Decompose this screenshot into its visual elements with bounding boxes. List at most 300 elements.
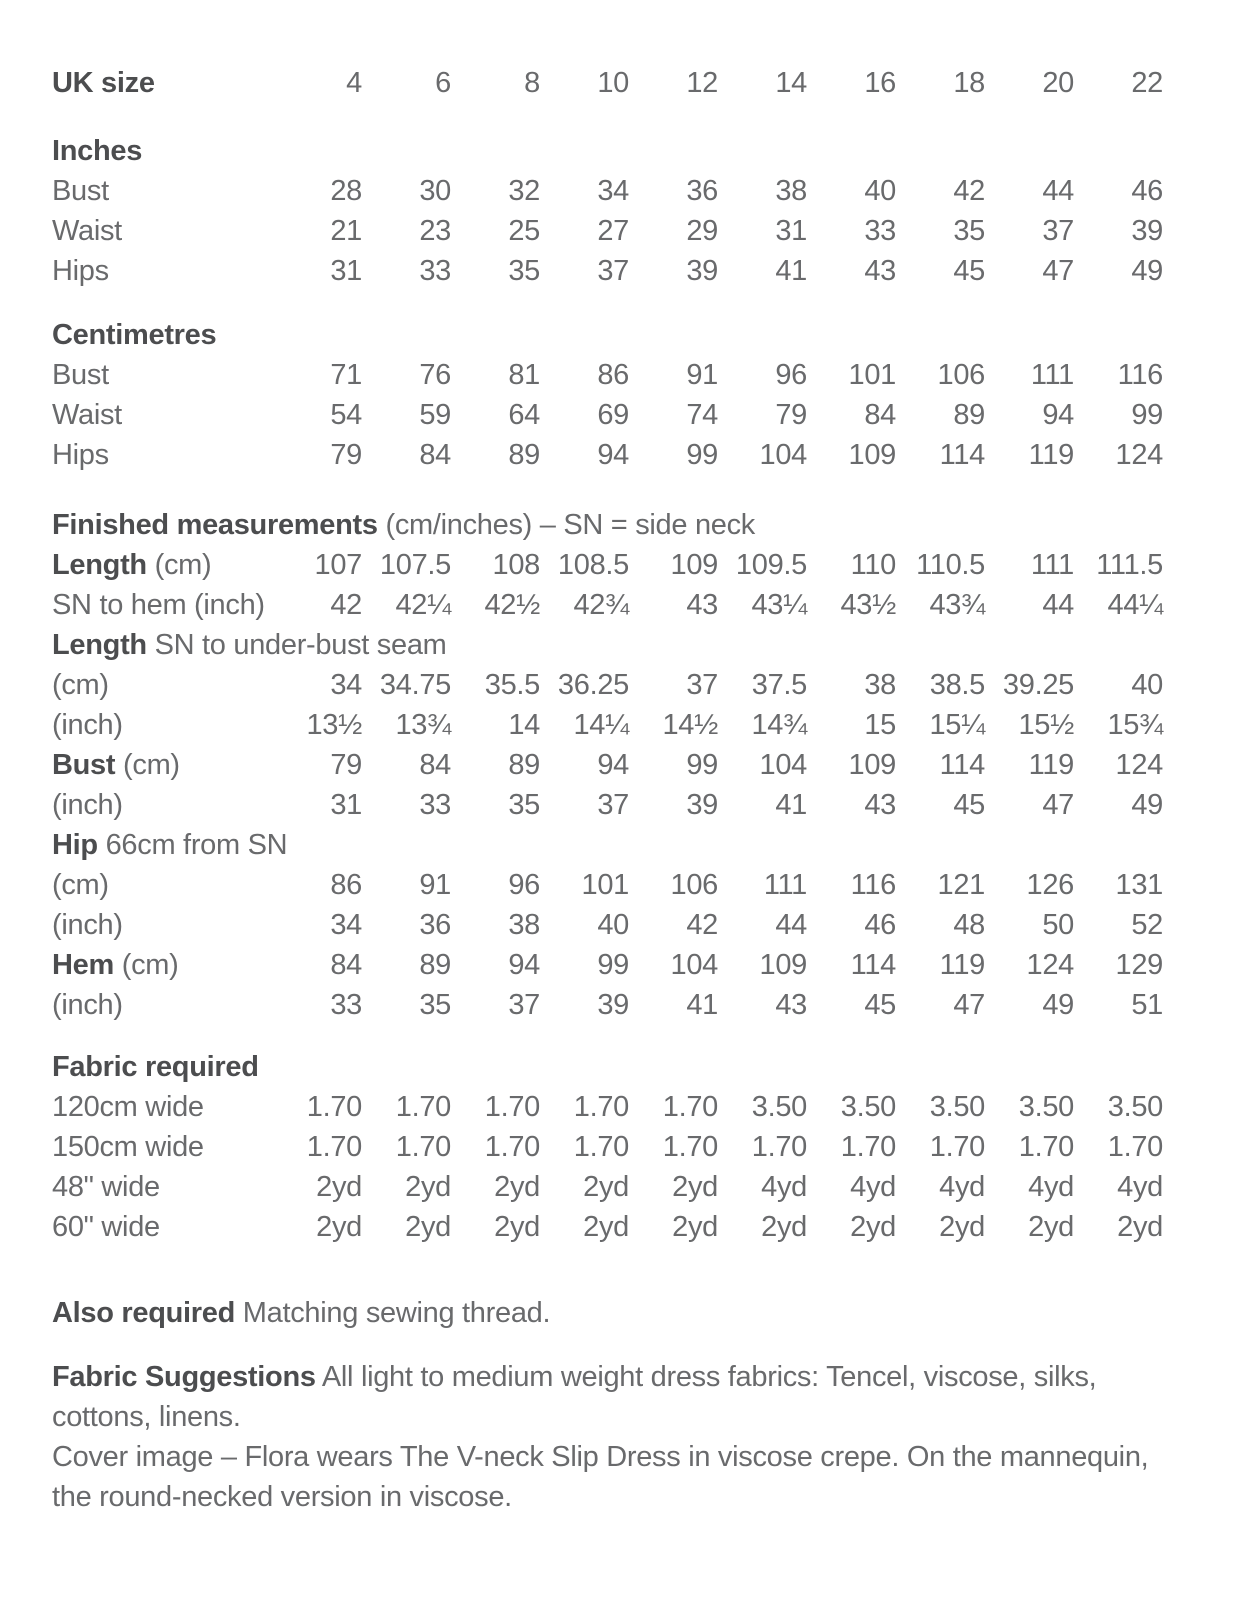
table-row (52, 625, 1164, 665)
cell-value: 3.50 (751, 1091, 807, 1123)
cell-value: 28 (330, 175, 362, 207)
cell-value: 124 (1026, 949, 1074, 981)
cell-value: 3.50 (840, 1091, 896, 1123)
row-label-text: Hips (52, 439, 109, 471)
cell-value: 32 (508, 175, 540, 207)
cell-value: 13½ (306, 709, 362, 741)
cell-value: 109.5 (735, 549, 807, 581)
row-label (52, 705, 273, 745)
cell-value: 42¾ (573, 589, 629, 621)
cell-value: 2yd (1117, 1211, 1163, 1243)
cell-value: 48 (953, 909, 985, 941)
cell-value: 36.25 (557, 669, 629, 701)
cell-value: 81 (508, 359, 540, 391)
note-text: All light to medium weight dress fabrics: Tencel, viscose, silks, cottons, linens. (52, 1361, 1097, 1433)
cell-value: 34.75 (379, 669, 451, 701)
cell-value: 34 (330, 669, 362, 701)
cell-value: 99 (686, 439, 718, 471)
row-label (52, 825, 288, 865)
cell-value: 2yd (583, 1171, 629, 1203)
cell-value: 4yd (1028, 1171, 1074, 1203)
cell-value: 14½ (662, 709, 718, 741)
row-label (52, 585, 273, 625)
cell-value: 109 (670, 549, 718, 581)
cell-value: 22 (1131, 67, 1163, 99)
cell-value: 129 (1115, 949, 1163, 981)
cell-value: 14¾ (751, 709, 807, 741)
row-label (52, 625, 447, 665)
cell-value: 15¾ (1107, 709, 1163, 741)
cell-value: 13¾ (395, 709, 451, 741)
cell-value: 126 (1026, 869, 1074, 901)
row-label (52, 505, 756, 545)
cell-value: 41 (686, 989, 718, 1021)
cell-value: 84 (419, 749, 451, 781)
cell-value: 16 (864, 67, 896, 99)
cell-value: 40 (597, 909, 629, 941)
cell-value: 114 (850, 949, 896, 981)
table-row (52, 705, 1164, 745)
cell-value: 31 (330, 255, 362, 287)
row-label-text: Waist (52, 215, 122, 247)
cell-value: 29 (686, 215, 718, 247)
row-label-strong: Inches (52, 135, 143, 167)
cell-value: 10 (597, 67, 629, 99)
cell-value: 44 (775, 909, 807, 941)
cell-value: 3.50 (1107, 1091, 1163, 1123)
table-row (52, 1207, 1164, 1247)
cell-value: 44 (1042, 175, 1074, 207)
cell-value: 49 (1131, 789, 1163, 821)
cell-value: 34 (597, 175, 629, 207)
cell-value: 111 (1030, 549, 1074, 581)
cell-value: 6 (435, 67, 451, 99)
row-label-text: (cm) (115, 749, 180, 781)
cell-value: 108 (492, 549, 540, 581)
cell-value: 101 (581, 869, 629, 901)
cell-value: 43 (864, 789, 896, 821)
row-label (52, 1127, 273, 1167)
section-title-centimetres (52, 315, 1164, 355)
table-row (52, 1087, 1164, 1127)
cell-value: 2yd (405, 1211, 451, 1243)
cell-value: 49 (1131, 255, 1163, 287)
cell-value: 1.70 (395, 1131, 451, 1163)
cell-value: 79 (330, 439, 362, 471)
cell-value: 47 (1042, 789, 1074, 821)
cell-value: 2yd (939, 1211, 985, 1243)
cell-value: 86 (330, 869, 362, 901)
cell-value: 2yd (850, 1211, 896, 1243)
cell-value: 33 (864, 215, 896, 247)
cell-value: 1.70 (1107, 1131, 1163, 1163)
cell-value: 2yd (583, 1211, 629, 1243)
row-label (52, 171, 273, 211)
cell-value: 79 (330, 749, 362, 781)
cell-value: 30 (419, 175, 451, 207)
cell-value: 59 (419, 399, 451, 431)
cell-value: 15 (864, 709, 896, 741)
cell-value: 110.5 (916, 549, 985, 581)
section-title-inches (52, 131, 1164, 171)
cell-value: 1.70 (306, 1091, 362, 1123)
cell-value: 34 (330, 909, 362, 941)
cell-value: 31 (775, 215, 807, 247)
cell-value: 84 (419, 439, 451, 471)
row-label (52, 315, 273, 355)
cell-value: 94 (597, 439, 629, 471)
cell-value: 94 (597, 749, 629, 781)
cell-value: 114 (939, 749, 985, 781)
cell-value: 25 (508, 215, 540, 247)
table-row (52, 1127, 1164, 1167)
row-label-strong: Hip (52, 829, 98, 861)
table-row (52, 1167, 1164, 1207)
cell-value: 27 (597, 215, 629, 247)
cell-value: 46 (1131, 175, 1163, 207)
cell-value: 109 (848, 439, 896, 471)
cell-value: 38 (508, 909, 540, 941)
table-row (52, 825, 1164, 865)
cell-value: 99 (1131, 399, 1163, 431)
cell-value: 119 (1028, 749, 1074, 781)
row-label-strong: Finished measurements (52, 509, 378, 541)
cell-value: 4yd (1117, 1171, 1163, 1203)
cell-value: 51 (1131, 989, 1163, 1021)
cell-value: 89 (508, 749, 540, 781)
cell-value: 104 (670, 949, 718, 981)
cell-value: 39 (597, 989, 629, 1021)
cell-value: 40 (864, 175, 896, 207)
cell-value: 99 (686, 749, 718, 781)
note-1 (52, 1357, 1164, 1437)
cell-value: 45 (953, 255, 985, 287)
row-label-text: Bust (52, 359, 109, 391)
cell-value: 1.70 (484, 1091, 540, 1123)
cell-value: 131 (1115, 869, 1163, 901)
cell-value: 69 (597, 399, 629, 431)
row-label-strong: Length (52, 629, 147, 661)
table-row (52, 251, 1164, 291)
row-label (52, 435, 273, 475)
row-label-text: (inch) (52, 709, 123, 741)
uk-size-row (52, 63, 1164, 103)
table-row (52, 745, 1164, 785)
cell-value: 2yd (1028, 1211, 1074, 1243)
cell-value: 1.70 (840, 1131, 896, 1163)
row-label-text: 120cm wide (52, 1091, 204, 1123)
cell-value: 8 (524, 67, 540, 99)
row-label-text: (inch) (52, 909, 123, 941)
section-inches (52, 131, 1164, 291)
table-row (52, 355, 1164, 395)
row-label (52, 745, 273, 785)
cell-value: 124 (1115, 749, 1163, 781)
cell-value: 79 (775, 399, 807, 431)
row-label-text: (inch) (52, 789, 123, 821)
cell-value: 35 (508, 255, 540, 287)
cell-value: 31 (330, 789, 362, 821)
note-text: Cover image – Flora wears The V-neck Slip Dress in viscose crepe. On the mannequin, the round-necked version in viscose. (52, 1441, 1149, 1513)
cell-value: 2yd (405, 1171, 451, 1203)
cell-value: 106 (937, 359, 985, 391)
row-label-text: 48" wide (52, 1171, 160, 1203)
cell-value: 42½ (484, 589, 540, 621)
cell-value: 15½ (1018, 709, 1074, 741)
cell-value: 96 (775, 359, 807, 391)
cell-value: 43¼ (751, 589, 807, 621)
cell-value: 104 (759, 749, 807, 781)
cell-value: 35 (953, 215, 985, 247)
section-fabric (52, 1047, 1164, 1247)
note-0 (52, 1293, 1164, 1333)
cell-value: 86 (597, 359, 629, 391)
table-row (52, 945, 1164, 985)
row-label (52, 945, 273, 985)
cell-value: 2yd (672, 1211, 718, 1243)
cell-value: 1.70 (484, 1131, 540, 1163)
cell-value: 2yd (316, 1171, 362, 1203)
cell-value: 96 (508, 869, 540, 901)
cell-value: 36 (686, 175, 718, 207)
cell-value: 84 (864, 399, 896, 431)
cell-value: 111 (1030, 359, 1074, 391)
cell-value: 39 (686, 789, 718, 821)
cell-value: 84 (330, 949, 362, 981)
cell-value: 41 (775, 255, 807, 287)
cell-value: 47 (953, 989, 985, 1021)
cell-value: 43 (864, 255, 896, 287)
table-row (52, 785, 1164, 825)
cell-value: 39 (1131, 215, 1163, 247)
section-finished (52, 505, 1164, 1025)
cell-value: 89 (508, 439, 540, 471)
cell-value: 33 (419, 789, 451, 821)
cell-value: 40 (1131, 669, 1163, 701)
table-row (52, 985, 1164, 1025)
row-label (52, 131, 273, 171)
cell-value: 106 (670, 869, 718, 901)
cell-value: 2yd (761, 1211, 807, 1243)
cell-value: 4yd (850, 1171, 896, 1203)
cell-value: 124 (1115, 439, 1163, 471)
table-row (52, 545, 1164, 585)
cell-value: 37 (597, 789, 629, 821)
cell-value: 1.70 (573, 1091, 629, 1123)
row-label (52, 251, 273, 291)
table-row (52, 395, 1164, 435)
row-label-text: 66cm from SN (97, 829, 288, 861)
cell-value: 3.50 (1018, 1091, 1074, 1123)
cell-value: 37.5 (751, 669, 807, 701)
cell-value: 74 (686, 399, 718, 431)
row-label-strong: Hem (52, 949, 114, 981)
cell-value: 1.70 (751, 1131, 807, 1163)
cell-value: 101 (848, 359, 896, 391)
cell-value: 39 (686, 255, 718, 287)
cell-value: 94 (1042, 399, 1074, 431)
row-label (52, 63, 273, 103)
cell-value: 41 (775, 789, 807, 821)
cell-value: 107 (314, 549, 362, 581)
cell-value: 114 (939, 439, 985, 471)
cell-value: 109 (759, 949, 807, 981)
cell-value: 43 (686, 589, 718, 621)
cell-value: 52 (1131, 909, 1163, 941)
cell-value: 2yd (494, 1211, 540, 1243)
cell-value: 111.5 (1096, 549, 1163, 581)
cell-value: 108.5 (557, 549, 629, 581)
cell-value: 38 (864, 669, 896, 701)
cell-value: 49 (1042, 989, 1074, 1021)
cell-value: 89 (953, 399, 985, 431)
cell-value: 44¼ (1107, 589, 1163, 621)
cell-value: 1.70 (1018, 1131, 1074, 1163)
row-label-strong: Length (52, 549, 147, 581)
row-label (52, 545, 273, 585)
cell-value: 45 (864, 989, 896, 1021)
row-label (52, 985, 273, 1025)
cell-value: 2yd (672, 1171, 718, 1203)
cell-value: 4yd (939, 1171, 985, 1203)
table-row (52, 585, 1164, 625)
table-row (52, 211, 1164, 251)
note-strong: Also required (52, 1297, 236, 1329)
table-row (52, 865, 1164, 905)
cell-value: 4yd (761, 1171, 807, 1203)
row-label-text: (inch) (52, 989, 123, 1021)
cell-value: 91 (419, 869, 451, 901)
cell-value: 119 (939, 949, 985, 981)
cell-value: 14 (508, 709, 540, 741)
cell-value: 104 (759, 439, 807, 471)
row-label (52, 865, 273, 905)
row-label-text: (cm) (52, 669, 109, 701)
cell-value: 4 (346, 67, 362, 99)
row-label-text: (cm) (113, 949, 179, 981)
cell-value: 109 (848, 749, 896, 781)
cell-value: 1.70 (395, 1091, 451, 1123)
cell-value: 1.70 (306, 1131, 362, 1163)
cell-value: 37 (686, 669, 718, 701)
cell-value: 15¼ (929, 709, 985, 741)
row-label (52, 1087, 273, 1127)
cell-value: 35 (508, 789, 540, 821)
cell-value: 38 (775, 175, 807, 207)
cell-value: 116 (850, 869, 896, 901)
cell-value: 20 (1042, 67, 1074, 99)
row-label-text: (cm) (146, 549, 212, 581)
row-label-text: (cm) (52, 869, 109, 901)
row-label (52, 905, 273, 945)
notes (52, 1293, 1164, 1517)
cell-value: 21 (330, 215, 362, 247)
row-label-strong: Bust (52, 749, 116, 781)
cell-value: 14 (775, 67, 807, 99)
row-label-text: 60" wide (52, 1211, 160, 1243)
cell-value: 116 (1117, 359, 1163, 391)
cell-value: 39.25 (1002, 669, 1074, 701)
row-label-strong: Fabric required (52, 1051, 259, 1083)
cell-value: 14¼ (573, 709, 629, 741)
cell-value: 91 (686, 359, 718, 391)
cell-value: 18 (953, 67, 985, 99)
note-2 (52, 1437, 1164, 1517)
cell-value: 107.5 (379, 549, 451, 581)
cell-value: 33 (330, 989, 362, 1021)
cell-value: 64 (508, 399, 540, 431)
row-label-strong: Centimetres (52, 319, 217, 351)
cell-value: 121 (937, 869, 985, 901)
cell-value: 94 (508, 949, 540, 981)
cell-value: 12 (686, 67, 718, 99)
cell-value: 3.50 (929, 1091, 985, 1123)
cell-value: 2yd (316, 1211, 362, 1243)
cell-value: 43¾ (929, 589, 985, 621)
cell-value: 35 (419, 989, 451, 1021)
cell-value: 45 (953, 789, 985, 821)
cell-value: 1.70 (929, 1131, 985, 1163)
note-strong: Fabric Suggestions (52, 1361, 316, 1393)
cell-value: 76 (419, 359, 451, 391)
row-label (52, 1207, 273, 1247)
cell-value: 47 (1042, 255, 1074, 287)
cell-value: 1.70 (573, 1131, 629, 1163)
cell-value: 1.70 (662, 1131, 718, 1163)
size-chart-table (52, 63, 1164, 1247)
table-row (52, 435, 1164, 475)
cell-value: 33 (419, 255, 451, 287)
cell-value: 71 (330, 359, 362, 391)
cell-value: 2yd (494, 1171, 540, 1203)
cell-value: 54 (330, 399, 362, 431)
cell-value: 110 (850, 549, 896, 581)
row-label (52, 355, 273, 395)
cell-value: 37 (1042, 215, 1074, 247)
row-label-text: SN to under-bust seam (146, 629, 447, 661)
cell-value: 89 (419, 949, 451, 981)
cell-value: 42 (686, 909, 718, 941)
row-label (52, 1167, 273, 1207)
cell-value: 46 (864, 909, 896, 941)
section-title-fabric (52, 1047, 1164, 1087)
row-label-text: Hips (52, 255, 109, 287)
row-label (52, 665, 273, 705)
cell-value: 37 (508, 989, 540, 1021)
cell-value: 37 (597, 255, 629, 287)
table-row (52, 905, 1164, 945)
section-title-finished (52, 505, 1164, 545)
cell-value: 42 (953, 175, 985, 207)
row-label-text: SN to hem (inch) (52, 589, 265, 621)
cell-value: 1.70 (662, 1091, 718, 1123)
cell-value: 38.5 (929, 669, 985, 701)
cell-value: 44 (1042, 589, 1074, 621)
cell-value: 43 (775, 989, 807, 1021)
cell-value: 50 (1042, 909, 1074, 941)
cell-value: 111 (763, 869, 807, 901)
cell-value: 23 (419, 215, 451, 247)
row-label-text: (cm/inches) – SN = side neck (377, 509, 756, 541)
cell-value: 42¼ (395, 589, 451, 621)
row-label-text: 150cm wide (52, 1131, 204, 1163)
cell-value: 36 (419, 909, 451, 941)
table-row (52, 171, 1164, 211)
note-text: Matching sewing thread. (235, 1297, 551, 1329)
cell-value: 119 (1028, 439, 1074, 471)
section-centimetres (52, 315, 1164, 475)
cell-value: 35.5 (484, 669, 540, 701)
